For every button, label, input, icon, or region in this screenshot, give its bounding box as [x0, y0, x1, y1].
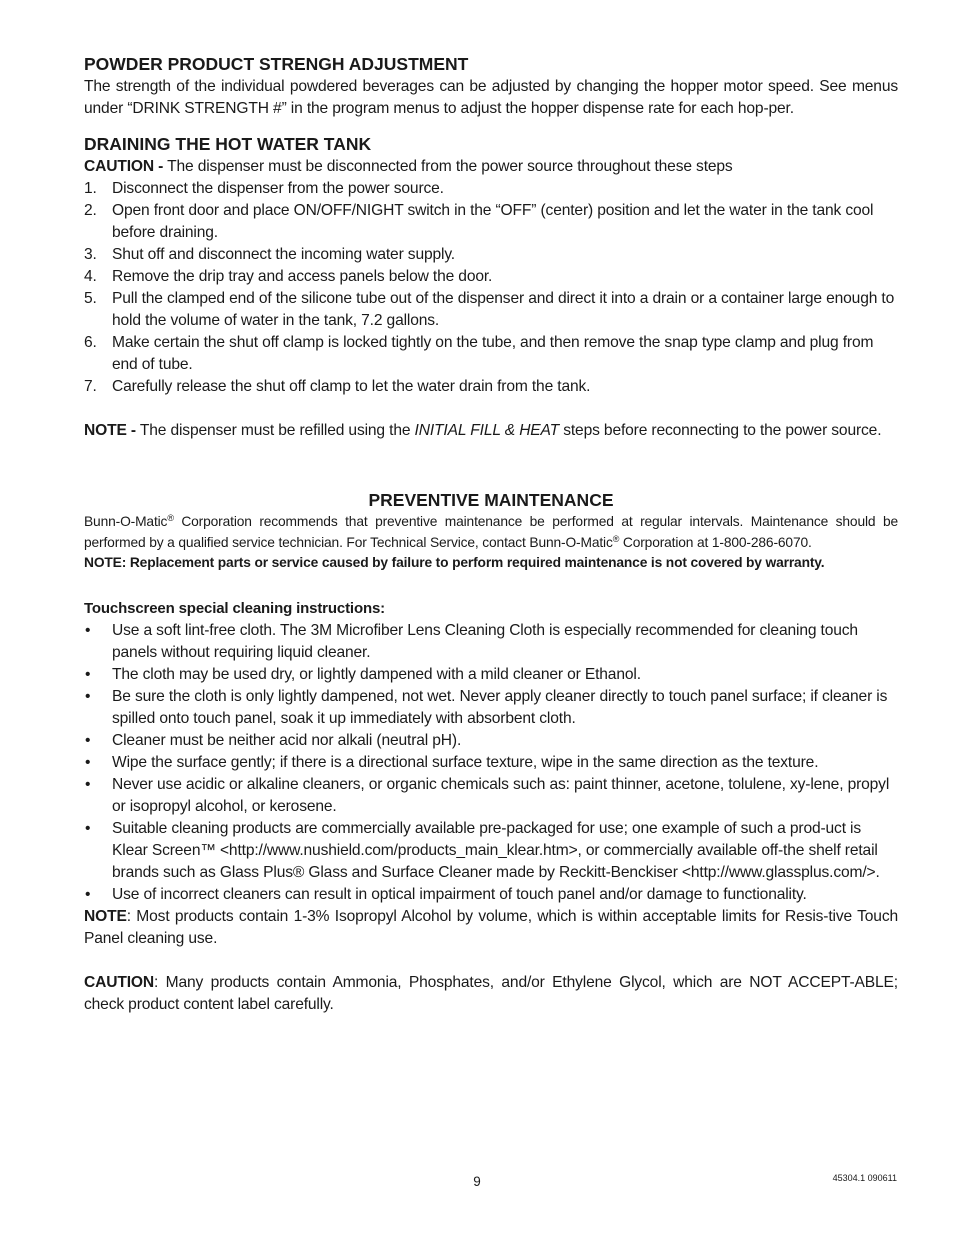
section-heading-preventive-maintenance: PREVENTIVE MAINTENANCE — [368, 490, 614, 510]
touchscreen-note — [84, 906, 898, 950]
note-text-1: The dispenser must be refilled using the — [135, 422, 415, 439]
draining-step — [84, 266, 898, 288]
powder-strength-paragraph: The strength of the individual powdered beverages can be adjusted by changing the hopper motor speed. See menus under “DRINK STRENGTH #” in the program menus to adjust the hopper dispense rate for each hop-per. — [84, 78, 898, 117]
bullet-text: Never use acidic or alkaline cleaners, or organic chemicals such as: paint thinner, acetone, tolulene, xy-lene, propyl or isopropyl alcohol, or kerosene. — [112, 775, 890, 815]
bullet-text: Use a soft lint-free cloth. The 3M Microfiber Lens Cleaning Cloth is especially recommended for cleaning touch panels without requiring liquid cleaner. — [112, 621, 858, 661]
bullet-text: Suitable cleaning products are commercially available pre-packaged for use; one example of such a prod-uct is Klear Screen™ <http://www.nushield.com/products_main_klear.htm>, or commercially available off-the shelf retail brands such as Glass Plus® Glass and Surface Cleaner made by Reckitt-Benckiser <http://www.glassplus.com/>. — [112, 819, 880, 881]
bullet-text: Cleaner must be neither acid nor alkali (neutral pH). — [112, 731, 462, 749]
step-number: 1. — [84, 180, 97, 197]
cleaning-bullet-item — [84, 818, 898, 884]
bullet-marker: • — [85, 731, 91, 749]
step-number: 3. — [84, 246, 97, 263]
step-text: Pull the clamped end of the silicone tube out of the dispenser and direct it into a drain or a container large enough to hold the volume of water in the tank, 7.2 gallons. — [112, 290, 895, 329]
caution-label: CAUTION — [84, 973, 154, 991]
note-label: NOTE - — [84, 422, 136, 439]
step-text: Remove the drip tray and access panels below the door. — [112, 268, 493, 285]
note-text-2: steps before reconnecting to the power source. — [559, 422, 882, 439]
section-heading-powder-strength: POWDER PRODUCT STRENGH ADJUSTMENT — [84, 54, 469, 74]
document-code: 45304.1 090611 — [832, 1173, 897, 1183]
registered-mark: ® — [612, 533, 620, 544]
note-text: : Most products contain 1-3% Isopropyl Alcohol by volume, which is within acceptable limits for Resis-tive Touch Panel cleaning use. — [84, 907, 898, 947]
step-number: 4. — [84, 268, 97, 285]
cleaning-bullet-item — [84, 752, 898, 774]
touchscreen-cleaning-list — [84, 620, 898, 906]
page-number: 9 — [473, 1174, 481, 1189]
touchscreen-caution — [84, 972, 898, 1016]
warranty-note: NOTE: Replacement parts or service caused by failure to perform required maintenance is not covered by warranty. — [84, 555, 825, 570]
step-number: 2. — [84, 202, 97, 219]
bullet-marker: • — [85, 665, 91, 683]
bullet-text: Be sure the cloth is only lightly dampened, not wet. Never apply cleaner directly to touch panel surface; if cleaner is spilled onto touch panel, soak it up immediately with absorbent cloth. — [112, 687, 888, 727]
note-label: NOTE — [84, 907, 127, 925]
bullet-marker: • — [85, 753, 91, 771]
cleaning-bullet-item — [84, 620, 898, 664]
bullet-marker: • — [85, 621, 91, 639]
note-italic: INITIAL FILL & HEAT — [414, 422, 560, 439]
draining-step — [84, 376, 898, 398]
draining-caution — [84, 156, 898, 178]
bullet-marker: • — [85, 775, 91, 793]
bullet-marker: • — [85, 885, 91, 903]
caution-text: : Many products contain Ammonia, Phosphates, and/or Ethylene Glycol, which are NOT ACCEPT-ABLE; check product content label carefully. — [84, 973, 898, 1013]
document-page — [84, 52, 898, 1016]
cleaning-bullet-item — [84, 730, 898, 752]
bullet-text: The cloth may be used dry, or lightly dampened with a mild cleaner or Ethanol. — [112, 665, 641, 683]
step-text: Make certain the shut off clamp is locked tightly on the tube, and then remove the snap type clamp and plug from end of tube. — [112, 334, 874, 373]
draining-step — [84, 244, 898, 266]
cleaning-bullet-item — [84, 664, 898, 686]
step-number: 7. — [84, 378, 97, 395]
touchscreen-cleaning-heading: Touchscreen special cleaning instructions: — [84, 599, 386, 617]
step-text: Open front door and place ON/OFF/NIGHT switch in the “OFF” (center) position and let the water in the tank cool before draining. — [112, 202, 874, 241]
draining-step — [84, 200, 898, 244]
draining-step — [84, 178, 898, 200]
brand-name: Bunn-O-Matic — [84, 514, 168, 529]
preventive-maintenance-paragraph — [84, 512, 898, 553]
step-text: Disconnect the dispenser from the power source. — [112, 180, 444, 197]
step-number: 6. — [84, 334, 97, 351]
caution-label: CAUTION - — [84, 158, 164, 175]
bullet-text: Use of incorrect cleaners can result in optical impairment of touch panel and/or damage to functionality. — [112, 885, 807, 903]
cleaning-bullet-item — [84, 774, 898, 818]
intro-text-2: Corporation at 1-800-286-6070. — [619, 534, 812, 550]
bullet-marker: • — [85, 687, 91, 705]
section-heading-draining: DRAINING THE HOT WATER TANK — [84, 134, 372, 154]
step-number: 5. — [84, 290, 97, 307]
bullet-text: Wipe the surface gently; if there is a directional surface texture, wipe in the same direction as the texture. — [112, 753, 819, 771]
step-text: Carefully release the shut off clamp to let the water drain from the tank. — [112, 378, 591, 395]
draining-note — [84, 420, 898, 442]
caution-text: The dispenser must be disconnected from the power source throughout these steps — [163, 158, 733, 175]
draining-step — [84, 332, 898, 376]
intro-text-1: Corporation recommends that preventive maintenance be performed at regular intervals. Maintenance should be performed by a qualified service technician. For Technical Service, contact Bunn-O-Matic — [84, 514, 898, 550]
draining-steps-list — [84, 178, 898, 398]
bullet-marker: • — [85, 819, 91, 837]
draining-step — [84, 288, 898, 332]
step-text: Shut off and disconnect the incoming water supply. — [112, 246, 455, 263]
cleaning-bullet-item — [84, 884, 898, 906]
cleaning-bullet-item — [84, 686, 898, 730]
registered-mark: ® — [167, 513, 174, 523]
